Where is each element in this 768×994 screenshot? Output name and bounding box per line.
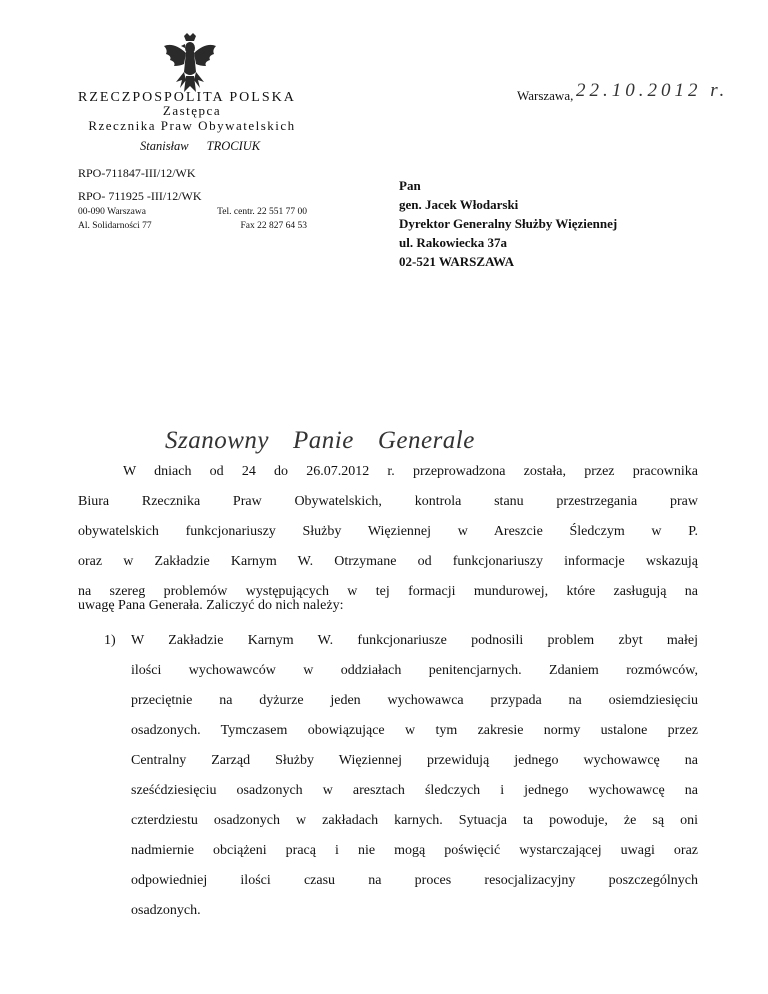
recipient-line: ul. Rakowiecka 37a <box>399 235 507 250</box>
recipient-line: Pan <box>399 178 421 193</box>
fax-number: Fax 22 827 64 53 <box>240 221 307 231</box>
body-line: obywatelskich funkcjonariuszy Służby Więziennej w Areszcie Śledczym w P. <box>78 524 698 539</box>
body-line: W dniach od 24 do 26.07.2012 r. przeprowadzona została, przez pracownika <box>123 464 698 479</box>
list-item-line: W Zakładzie Karnym W. funkcjonariusze podnosili problem zbyt małej <box>131 633 698 648</box>
organization-name: RZECZPOSPOLITA POLSKA <box>78 90 296 105</box>
reference-number: RPO-711847-III/12/WK <box>78 166 196 180</box>
phone-number: Tel. centr. 22 551 77 00 <box>217 207 307 217</box>
recipient-line: Dyrektor Generalny Służby Więziennej <box>399 216 618 231</box>
greeting-word: Generale <box>377 427 475 454</box>
recipient-line: gen. Jacek Włodarski <box>399 197 519 212</box>
sender-address <box>78 205 152 233</box>
list-item-line: ilości wychowawców w oddziałach penitencjarnych. Zdaniem rozmówców, <box>131 663 698 678</box>
coat-of-arms-eagle <box>160 32 220 94</box>
recipient-line: 02-521 WARSZAWA <box>399 254 514 269</box>
list-item-line: Centralny Zarząd Służby Więziennej przewidują jednego wychowawcę na <box>131 753 698 768</box>
address-line: 00-090 Warszawa <box>78 207 146 217</box>
signatory-last-name: TROCIUK <box>206 139 261 153</box>
date-place: Warszawa, <box>517 88 574 103</box>
department-line: Zastępca <box>162 103 222 118</box>
greeting-word: Panie <box>293 427 354 454</box>
reference-number: RPO- 711925 -III/12/WK <box>78 189 202 203</box>
address-line: Al. Solidarności 77 <box>78 221 152 231</box>
body-line: oraz w Zakładzie Karnym W. Otrzymane od funkcjonariuszy informacje wskazują <box>78 554 698 569</box>
list-item-line: nadmiernie obciążeni pracą i nie mogą poświęcić wystarczającej uwagi oraz <box>131 843 698 858</box>
body-line: Biura Rzecznika Praw Obywatelskich, kontrola stanu przestrzegania praw <box>78 494 698 509</box>
greeting-word: Szanowny <box>165 427 269 454</box>
recipient-address <box>399 176 617 271</box>
signatory-name <box>140 139 278 154</box>
department-line: Rzecznika Praw Obywatelskich <box>88 118 296 133</box>
handwritten-greeting <box>165 427 499 455</box>
list-item-line: odpowiedniej ilości czasu na proces resocjalizacyjny poszczególnych <box>131 873 698 888</box>
sender-contact <box>202 205 307 233</box>
department-name <box>78 103 306 133</box>
handwritten-date: 22.10.2012 r. <box>576 80 729 101</box>
body-line: na szereg problemów występujących w tej formacji mundurowej, które zasługują na <box>78 584 698 599</box>
list-item-line: sześćdziesięciu osadzonych w aresztach śledczych i jednego wychowawcę na <box>131 783 698 798</box>
body-line: uwagę Pana Generała. Zaliczyć do nich należy: <box>78 598 344 613</box>
list-marker: 1) <box>104 633 116 648</box>
list-item-line: osadzonych. <box>131 903 201 918</box>
list-item-line: osadzonych. Tymczasem obowiązujące w tym zakresie normy ustalone przez <box>131 723 698 738</box>
list-item-line: przeciętnie na dyżurze jeden wychowawca przypada na osiemdziesięciu <box>131 693 698 708</box>
list-item-line: czterdziestu osadzonych w zakładach karnych. Sytuacja ta powoduje, że są oni <box>131 813 698 828</box>
signatory-first-name: Stanisław <box>140 139 189 153</box>
